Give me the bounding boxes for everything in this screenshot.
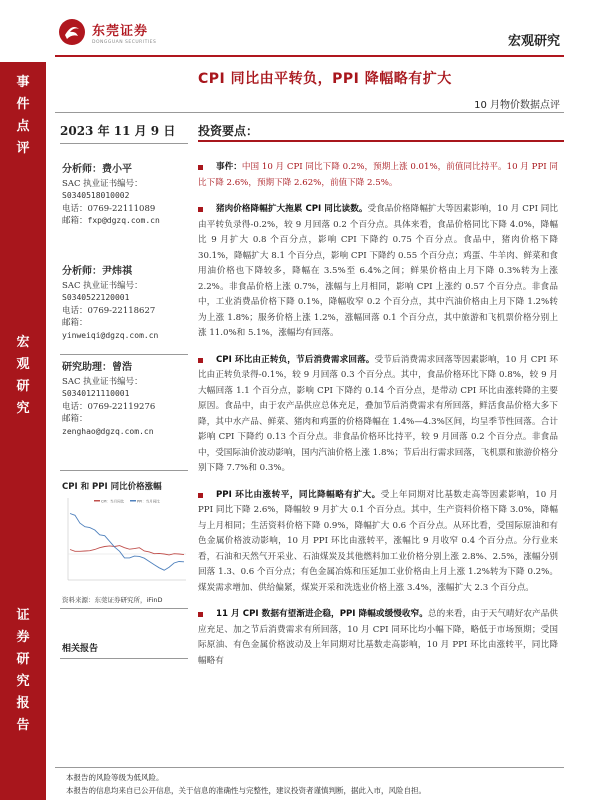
analyst-email[interactable]: yinweiqi@dgzq.com.cn <box>62 330 159 340</box>
series-line-cpi <box>70 546 184 555</box>
related-reports-heading: 相关报告 <box>62 644 99 654</box>
analyst-email[interactable]: fxp@dgzq.com.cn <box>87 216 160 225</box>
key-points-heading: 投资要点： <box>198 124 259 138</box>
analyst-cert: S0340522120001 <box>62 293 130 302</box>
analyst-block: 分析师：费小平 SAC 执业证书编号： S0340518010002 电话：0769-22111089 邮箱：fxp@dgzq.com.cn <box>62 164 160 226</box>
report-subtitle: 10 月物价数据点评 <box>474 100 560 111</box>
band-label-macro-research: 宏 观 研 究 <box>16 335 30 416</box>
brand-name-en: DONGGUAN SECURITIES <box>92 39 157 45</box>
title-divider <box>55 112 564 113</box>
analyst-phone: 电话：0769-22111089 <box>62 203 156 214</box>
key-point-item <box>198 202 558 342</box>
assistant-cert: S0340121110001 <box>62 389 130 398</box>
left-side-band <box>0 62 46 800</box>
date-divider <box>60 143 188 144</box>
key-point-body: 受上年同期对比基数走高等因素影响，10 月 PPI 同比下降 2.6%，降幅较 9 月扩大 0.1 个百分点。其中，生产资料价格下降 3.0%，降幅与上月相同；生活资料价格下降 0.9%，降幅扩大 0.6 个百分点。从环比看，受国际原油和有色金属价格波动影响，10 月 PPI 环比由涨转平，涨幅比 9 月收窄 0.4 个百分点。分行业来看，石油和天然气开采业、石油煤炭及其他燃料加工业价格分别上涨 2.8%、2.5%，涨幅分别回落 1.3、0.6 个百分点；有色金属冶炼和压延加工业价格由上月上涨 1.2%转为下降 0.2%。煤炭需求增加、供给偏紧，煤炭开采和洗选业价格上涨 3.4%，涨幅扩大 2.3 个百分点。 <box>198 489 558 593</box>
key-point-body: 受食品价格降幅扩大等因素影响，10 月 CPI 同比由平转负录得-0.2%，较 9 月回落 0.2 个百分点。具体来看，食品价格同比下降 4.0%，降幅比 9 月扩大 0.8 个百分点，影响 CPI 下降约 0.75 个百分点。食品中，猪肉价格下降 30.1%，降幅扩大 8.1 个百分点，影响 CPI 下降约 0.55 个百分点；鸡蛋、牛羊肉、鲜菜和食用油价格也下降较多，降幅在 3.5%至 6.4%之间；鲜果价格由上月下降 0.3%转为上涨 2.2%。非食品价格上涨 0.7%，涨幅与上月相同，影响 CPI 上涨约 0.57 个百分点。非食品中，工业消费品价格下降 0.1%，降幅收窄 0.2 个百分点，其中汽油价格由上月下降 1.2%转为上涨 1.8%；服务价格上涨 1.2%，涨幅回落 0.1 个百分点，其中旅游和飞机票价格分别上涨 11.0%和 5.1%，涨幅均有回落。 <box>198 204 558 338</box>
brand-name-cn: 东莞证券 <box>92 23 149 39</box>
analyst-cert-label: SAC 执业证书编号： <box>62 178 143 189</box>
key-point-item <box>198 353 558 477</box>
analyst-block: 分析师：尹炜祺 SAC 执业证书编号： S0340522120001 电话：0769-22118627 邮箱： yinweiqi@dgzq.com.cn <box>62 266 158 342</box>
related-divider <box>60 658 188 659</box>
source-divider <box>60 608 188 609</box>
report-title: CPI 同比由平转负，PPI 降幅略有扩大 <box>198 71 452 87</box>
assistant-cert-label: SAC 执业证书编号： <box>62 376 143 387</box>
header-divider <box>55 55 564 57</box>
analyst-cert: S0340518010002 <box>62 191 130 200</box>
band-label-securities-report: 证 券 研 究 报 告 <box>16 608 30 733</box>
report-section: 宏观研究 <box>507 34 560 49</box>
key-point-lead: 11 月 CPI 数据有望渐进企稳，PPI 降幅或缓慢收窄。 <box>216 609 428 619</box>
risk-notice: 本报告的风险等级为低风险。 <box>66 773 164 782</box>
analyst-name-line: 分析师：费小平 <box>62 164 132 175</box>
key-point-item <box>198 607 558 669</box>
key-point-body: 中国 10 月 CPI 同比下降 0.2%，预期上涨 0.01%，前值同比持平。10 月 PPI 同比下降 2.6%，预期下降 2.62%，前值下降 2.5%。 <box>198 162 558 188</box>
key-point-body: 总的来看，由于天气晴好农产品供应充足、加之节后消费需求有所回落，10 月 CPI 同环比均小幅下降，略低于市场预期；受国际原油、有色金属价格波动及上年同期对比基数走高影响，10 月 PPI 环比由涨转平，同比降幅略有 <box>198 609 558 666</box>
assistant-phone: 电话：0769-22119276 <box>62 401 156 412</box>
page-header <box>0 0 600 62</box>
key-points-list <box>198 160 558 680</box>
chart-source: 资料来源：东莞证券研究所，iFinD <box>62 596 163 604</box>
analyst-cert-label: SAC 执业证书编号： <box>62 280 143 291</box>
assistant-name-line: 研究助理：曾浩 <box>62 362 132 373</box>
key-point-lead: PPI 环比由涨转平，同比降幅略有扩大。 <box>216 489 381 500</box>
key-point-body: 受节后消费需求回落等因素影响，10 月 CPI 环比由正转负录得-0.1%，较 9 月回落 0.3 个百分点。其中，食品价格环比下降 0.8%，较 9 月大幅回落 1.1 个百分点，影响 CPI 下降约 0.14 个百分点，是带动 CPI 环比由涨转降的主要原因。食品中，由于农产品供应总体充足，叠加节后消费需求有所回落，鲜活食品价格大多下降，其中水产品、鲜菜、猪肉和鸡蛋的价格降幅在 1.4%—4.3%区间，均呈季节性回落。合计影响 CPI 下降约 0.13 个百分点。非食品价格环比持平，较 9 月回落 0.2 个百分点。非食品中，受国际油价波动影响，国内汽油价格上涨 1.8%；节后出行需求回落，飞机票和旅游价格分别下降 7.7%和 0.3%。 <box>198 354 558 473</box>
legend-label-ppi: PPI：当月同比 <box>137 499 160 504</box>
brand-emblem-icon <box>58 18 86 46</box>
report-date: 2023 年 11 月 9 日 <box>60 124 176 138</box>
bullet-square-icon <box>198 358 203 363</box>
bullet-square-icon <box>198 165 203 170</box>
key-point-lead: 猪肉价格降幅扩大拖累 CPI 同比读数。 <box>216 204 368 214</box>
assistant-block: 研究助理：曾浩 SAC 执业证书编号： S0340121110001 电话：0769-22119276 邮箱： zenghao@dgzq.com.cn <box>62 362 155 438</box>
chart-top-divider <box>60 470 188 471</box>
page-footer <box>66 771 426 797</box>
key-point-item <box>198 488 558 597</box>
key-points-divider <box>198 140 564 142</box>
footer-divider <box>55 767 564 768</box>
cpi-ppi-line-chart <box>60 496 188 582</box>
brand-logo <box>58 18 156 46</box>
disclaimer: 本报告的信息均来自已公开信息，关于信息的准确性与完整性，建议投资者谨慎判断，据此入市，风险自担。 <box>66 786 426 795</box>
band-label-event-review: 事 件 点 评 <box>16 75 30 156</box>
bullet-square-icon <box>198 493 203 498</box>
analyst-phone: 电话：0769-22118627 <box>62 305 156 316</box>
analyst-divider <box>60 354 188 355</box>
analyst-name-line: 分析师：尹炜祺 <box>62 266 132 277</box>
legend-swatch-cpi <box>94 500 100 502</box>
key-point-item <box>198 160 558 191</box>
legend-label-cpi: CPI：当月同比 <box>101 499 125 504</box>
chart-title: CPI 和 PPI 同比价格涨幅 <box>62 482 162 492</box>
assistant-email[interactable]: zenghao@dgzq.com.cn <box>62 426 154 436</box>
key-point-lead: 事件： <box>216 162 242 172</box>
legend-swatch-ppi <box>130 500 136 502</box>
bullet-square-icon <box>198 612 203 617</box>
key-point-lead: CPI 环比由正转负，节后消费需求回落。 <box>216 354 375 365</box>
series-line-ppi <box>70 514 184 571</box>
bullet-square-icon <box>198 207 203 212</box>
